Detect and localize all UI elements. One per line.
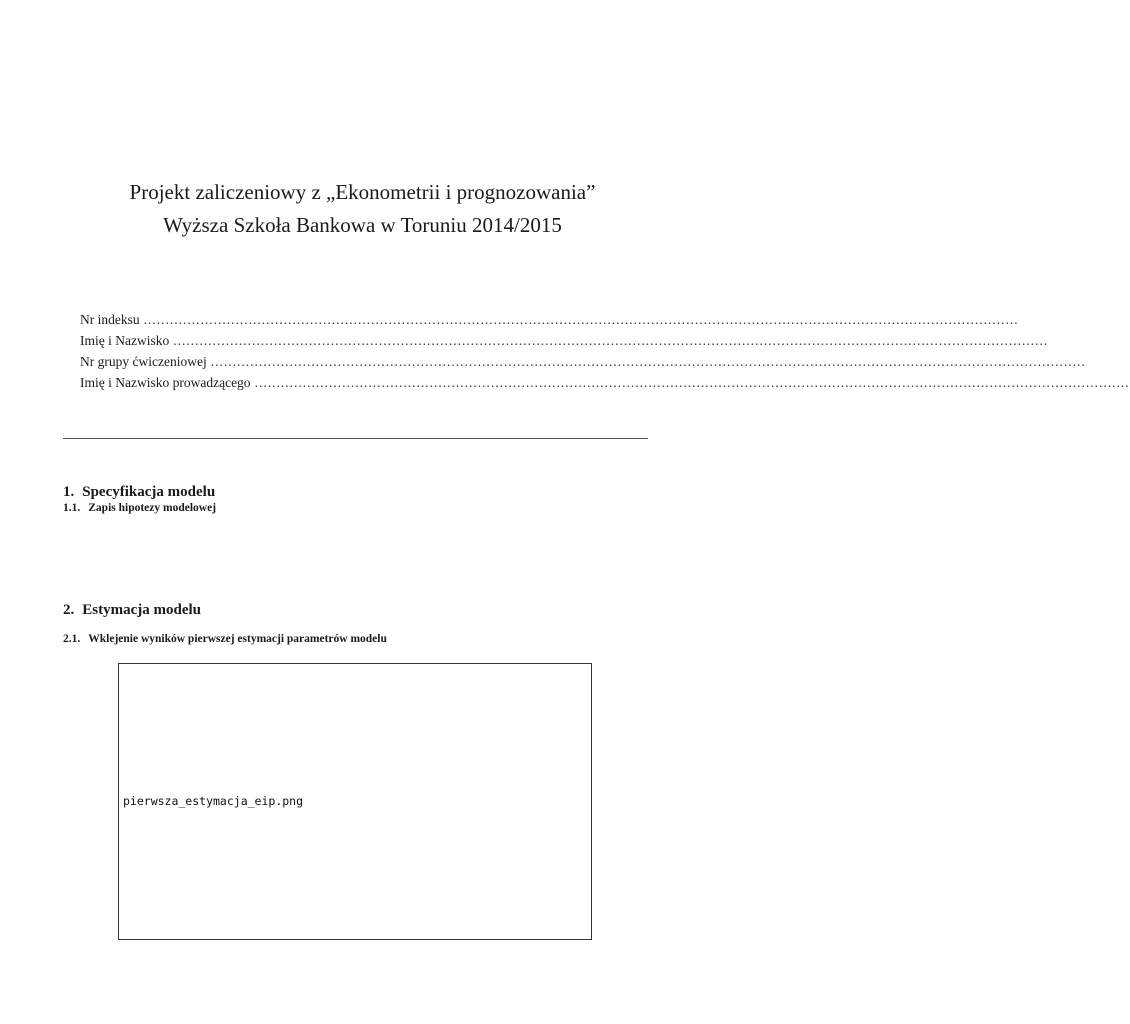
title-line-school: Wyższa Szkoła Bankowa w Toruniu 2014/2015 (163, 213, 562, 237)
fill-in-dotted-line: ........................................................................................................................................................................................................ (210, 354, 1086, 369)
section-heading-specification (63, 484, 215, 501)
field-student-name (80, 330, 1049, 351)
subsection-title: Zapis hipotezy modelowej (88, 502, 217, 514)
section-heading-estimation (63, 602, 201, 619)
field-exercise-group (80, 351, 1086, 372)
subsection-heading-first-estimation (63, 633, 387, 645)
subsection-title: Wklejenie wyników pierwszej estymacji parametrów modelu (88, 633, 387, 645)
image-placeholder-filename: pierwsza_estymacja_eip.png (123, 794, 304, 808)
section-number: 2. (63, 602, 75, 618)
section-title: Specyfikacja modelu (82, 484, 216, 500)
field-label: Imię i Nazwisko (80, 333, 170, 348)
field-label: Nr grupy ćwiczeniowej (80, 354, 207, 369)
fill-in-dotted-line: ........................................................................................................................................................................................................ (173, 333, 1049, 348)
field-student-id (80, 309, 1019, 330)
field-instructor-name (80, 372, 1130, 393)
subsection-number: 2.1. (63, 633, 81, 645)
title-line-course: Projekt zaliczeniowy z „Ekonometrii i prognozowania” (129, 180, 596, 204)
image-placeholder-frame (118, 663, 592, 940)
fill-in-dotted-line: ........................................................................................................................................................................................................ (254, 375, 1130, 390)
document-title (0, 176, 725, 242)
field-label: Nr indeksu (80, 312, 140, 327)
section-title: Estymacja modelu (82, 602, 201, 618)
subsection-number: 1.1. (63, 502, 81, 514)
student-info-fields (80, 309, 1130, 393)
field-label: Imię i Nazwisko prowadzącego (80, 375, 251, 390)
fill-in-dotted-line: ........................................................................................................................................................................................................ (143, 312, 1019, 327)
horizontal-divider (63, 438, 648, 439)
subsection-heading-hypothesis (63, 502, 216, 514)
section-number: 1. (63, 484, 75, 500)
